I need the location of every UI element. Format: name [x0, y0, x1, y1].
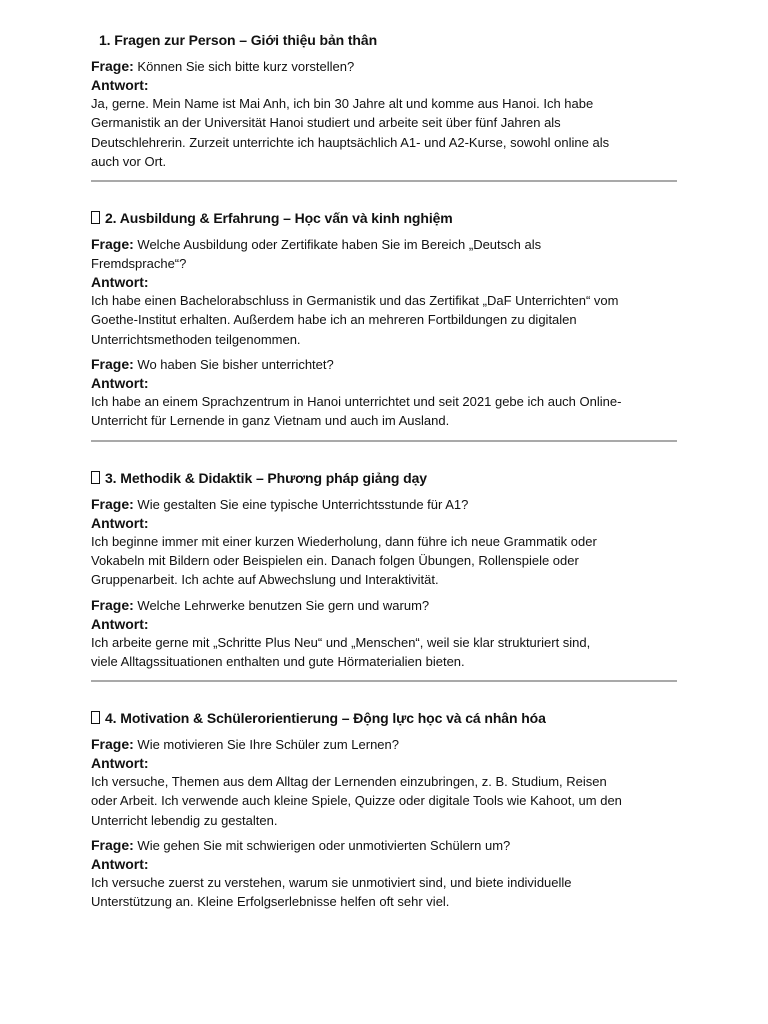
frage-label: Frage: [91, 736, 134, 753]
answer-line: viele Alltagssituationen enthalten und gute Hörmaterialien bieten. [91, 653, 465, 669]
frage-label: Frage: [91, 837, 134, 854]
answer-line: Unterstützung an. Kleine Erfolgserlebnisse helfen oft sehr viel. [91, 894, 450, 910]
question-text: Wo haben Sie bisher unterrichtet? [137, 357, 334, 373]
answer-line: auch vor Ort. [91, 153, 167, 169]
section-heading [91, 708, 677, 728]
document-page [91, 30, 677, 918]
antwort-label: Antwort: [91, 375, 149, 392]
section-3 [91, 468, 677, 671]
question [91, 495, 677, 514]
antwort-label: Antwort: [91, 615, 149, 632]
qa-item [91, 57, 677, 171]
missing-glyph-icon [91, 211, 100, 224]
section-4 [91, 708, 677, 911]
section-title: 3. Methodik & Didaktik – Phương pháp giảng dạy [105, 469, 427, 486]
answer-text [91, 94, 677, 171]
antwort-label: Antwort: [91, 514, 149, 531]
question [91, 235, 677, 254]
section-title: 1. Fragen zur Person – Giới thiệu bản thân [99, 32, 378, 48]
missing-glyph-icon [91, 471, 100, 484]
antwort-label: Antwort: [91, 274, 149, 291]
question-text: Fremdsprache“? [91, 256, 187, 272]
answer-line: Germanistik an der Universität Hanoi studiert und arbeite seit über fünf Jahren als [91, 115, 561, 131]
section-title: 4. Motivation & Schülerorientierung – Động lực học và cá nhân hóa [105, 710, 546, 727]
answer-line: Gruppenarbeit. Ich achte auf Abwechslung und Interaktivität. [91, 572, 439, 588]
answer-text [91, 633, 677, 672]
answer-text [91, 392, 677, 431]
question-text: Können Sie sich bitte kurz vorstellen? [137, 59, 355, 74]
answer-line: oder Arbeit. Ich verwende auch kleine Spiele, Quizze oder digitale Tools wie Kahoot, um den [91, 793, 622, 809]
question-text: Wie motivieren Sie Ihre Schüler zum Lernen? [137, 737, 399, 753]
section-heading [91, 468, 677, 488]
answer-line: Unterrichtsmethoden teilgenommen. [91, 331, 301, 347]
answer-line: Deutschlehrerin. Zurzeit unterrichte ich hauptsächlich A1- und A2-Kurse, sowohl online als [91, 134, 610, 150]
answer-line: Ich arbeite gerne mit „Schritte Plus Neu“ und „Menschen“, weil sie klar strukturiert sind, [91, 634, 591, 650]
question-text: Welche Lehrwerke benutzen Sie gern und warum? [137, 597, 430, 613]
section-1 [91, 30, 677, 171]
question-text: Welche Ausbildung oder Zertifikate haben Sie im Bereich „Deutsch als [137, 237, 542, 253]
question-text: Wie gestalten Sie eine typische Unterrichtsstunde für A1? [137, 496, 469, 512]
answer-line: Goethe-Institut erhalten. Außerdem habe ich an mehreren Fortbildungen zu digitalen [91, 312, 577, 328]
answer-line: Vokabeln mit Bildern oder Beispielen ein. Danach folgen Übungen, Rollenspiele oder [91, 552, 579, 568]
qa-item [91, 836, 677, 912]
divider [91, 180, 677, 182]
answer-text [91, 532, 677, 590]
question [91, 355, 677, 374]
qa-item [91, 735, 677, 830]
question [91, 57, 677, 76]
answer-line: Ich habe an einem Sprachzentrum in Hanoi unterrichtet und seit 2021 gebe ich auch Online- [91, 394, 622, 410]
frage-label: Frage: [91, 356, 134, 373]
answer-line: Unterricht lebendig zu gestalten. [91, 812, 278, 828]
answer-text [91, 873, 677, 912]
question [91, 735, 677, 754]
qa-item [91, 495, 677, 590]
answer-line: Ja, gerne. Mein Name ist Mai Anh, ich bin 30 Jahre alt und komme aus Hanoi. Ich habe [91, 96, 594, 111]
frage-label: Frage: [91, 495, 134, 512]
qa-item [91, 235, 677, 349]
answer-line: Unterricht für Lernende in ganz Vietnam und auch im Ausland. [91, 413, 450, 429]
section-heading [91, 208, 677, 228]
qa-item [91, 355, 677, 431]
answer-line: Ich versuche, Themen aus dem Alltag der Lernenden einzubringen, z. B. Studium, Reisen [91, 774, 607, 790]
answer-line: Ich beginne immer mit einer kurzen Wiederholung, dann führe ich neue Grammatik oder [91, 533, 597, 549]
frage-label: Frage: [91, 58, 134, 74]
question [91, 596, 677, 615]
antwort-label: Antwort: [91, 856, 149, 873]
section-2 [91, 208, 677, 430]
question [91, 836, 677, 855]
frage-label: Frage: [91, 596, 134, 613]
qa-item [91, 596, 677, 672]
section-title: 2. Ausbildung & Erfahrung – Học vấn và kinh nghiệm [105, 210, 453, 227]
answer-text [91, 772, 677, 830]
antwort-label: Antwort: [91, 77, 149, 93]
answer-line: Ich versuche zuerst zu verstehen, warum sie unmotiviert sind, und biete individuelle [91, 875, 572, 891]
answer-line: Ich habe einen Bachelorabschluss in Germanistik und das Zertifikat „DaF Unterrichten“ vom [91, 293, 619, 309]
question-text: Wie gehen Sie mit schwierigen oder unmotivierten Schülern um? [137, 838, 511, 854]
missing-glyph-icon [91, 711, 100, 724]
answer-text [91, 291, 677, 349]
antwort-label: Antwort: [91, 755, 149, 772]
divider [91, 440, 677, 442]
frage-label: Frage: [91, 236, 134, 253]
divider [91, 680, 677, 682]
